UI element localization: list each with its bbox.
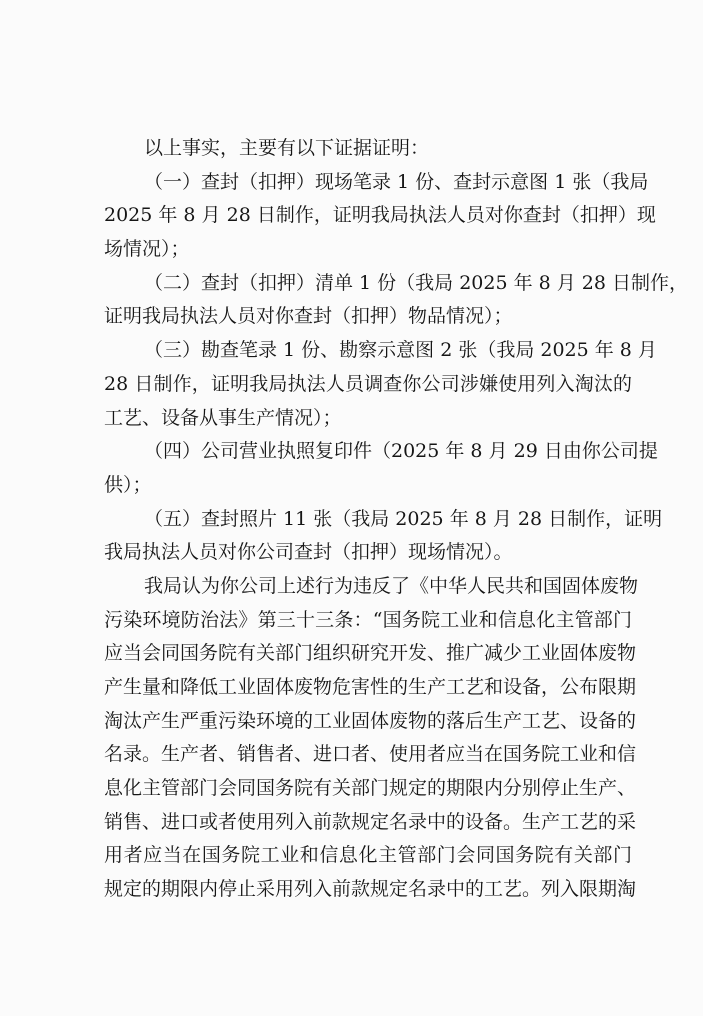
finding-paragraph-line-3: 应当会同国务院有关部门组织研究开发、推广减少工业固体废物 xyxy=(104,642,637,665)
finding-paragraph-line-9: 用者应当在国务院工业和信息化主管部门会同国务院有关部门 xyxy=(104,844,632,867)
finding-paragraph-line-2: 污染环境防治法》第三十三条：“国务院工业和信息化主管部门 xyxy=(104,608,632,631)
document-body xyxy=(104,132,689,907)
evidence-item-1-line-3: 场情况）； xyxy=(104,238,190,261)
evidence-item-3-line-3: 工艺、设备从事生产情况）； xyxy=(104,406,342,429)
evidence-item-2-line-2: 证明我局执法人员对你查封（扣押）物品情况）； xyxy=(104,305,513,328)
paragraph-evidence-intro: 以上事实，主要有以下证据证明： xyxy=(144,137,430,159)
evidence-item-2-line-1: （二）查封（扣押）清单 1 份（我局 2025 年 8 月 28 日制作， xyxy=(144,271,689,294)
evidence-item-3-line-1: （三）勘查笔录 1 份、勘察示意图 2 张（我局 2025 年 8 月 xyxy=(144,339,657,362)
evidence-item-1-line-2: 2025 年 8 月 28 日制作，证明我局执法人员对你查封（扣押）现 xyxy=(104,204,656,227)
evidence-item-1-line-1: （一）查封（扣押）现场笔录 1 份、查封示意图 1 张（我局 xyxy=(144,170,649,193)
finding-paragraph-line-10: 规定的期限内停止采用列入前款规定名录中的工艺。列入限期淘 xyxy=(104,878,637,901)
evidence-item-4-line-1: （四）公司营业执照复印件（2025 年 8 月 29 日由你公司提 xyxy=(144,440,658,463)
finding-paragraph-line-7: 息化主管部门会同国务院有关部门规定的期限内分别停止生产、 xyxy=(104,777,637,800)
finding-paragraph-line-1: 我局认为你公司上述行为违反了《中华人民共和国固体废物 xyxy=(144,574,639,597)
evidence-item-5-line-2: 我局执法人员对你公司查封（扣押）现场情况）。 xyxy=(104,541,513,564)
finding-paragraph-line-5: 淘汰产生严重污染环境的工业固体废物的落后生产工艺、设备的 xyxy=(104,709,637,732)
finding-paragraph-line-8: 销售、进口或者使用列入前款规定名录中的设备。生产工艺的采 xyxy=(104,810,637,833)
evidence-item-4-line-2: 供）； xyxy=(104,473,152,496)
finding-paragraph-line-6: 名录。生产者、销售者、进口者、使用者应当在国务院工业和信 xyxy=(104,743,637,766)
evidence-item-3-line-2: 28 日制作，证明我局执法人员调查你公司涉嫌使用列入淘汰的 xyxy=(104,372,632,395)
evidence-item-5-line-1: （五）查封照片 11 张（我局 2025 年 8 月 28 日制作，证明 xyxy=(144,507,663,530)
finding-paragraph-line-4: 产生量和降低工业固体废物危害性的生产工艺和设备，公布限期 xyxy=(104,676,637,698)
